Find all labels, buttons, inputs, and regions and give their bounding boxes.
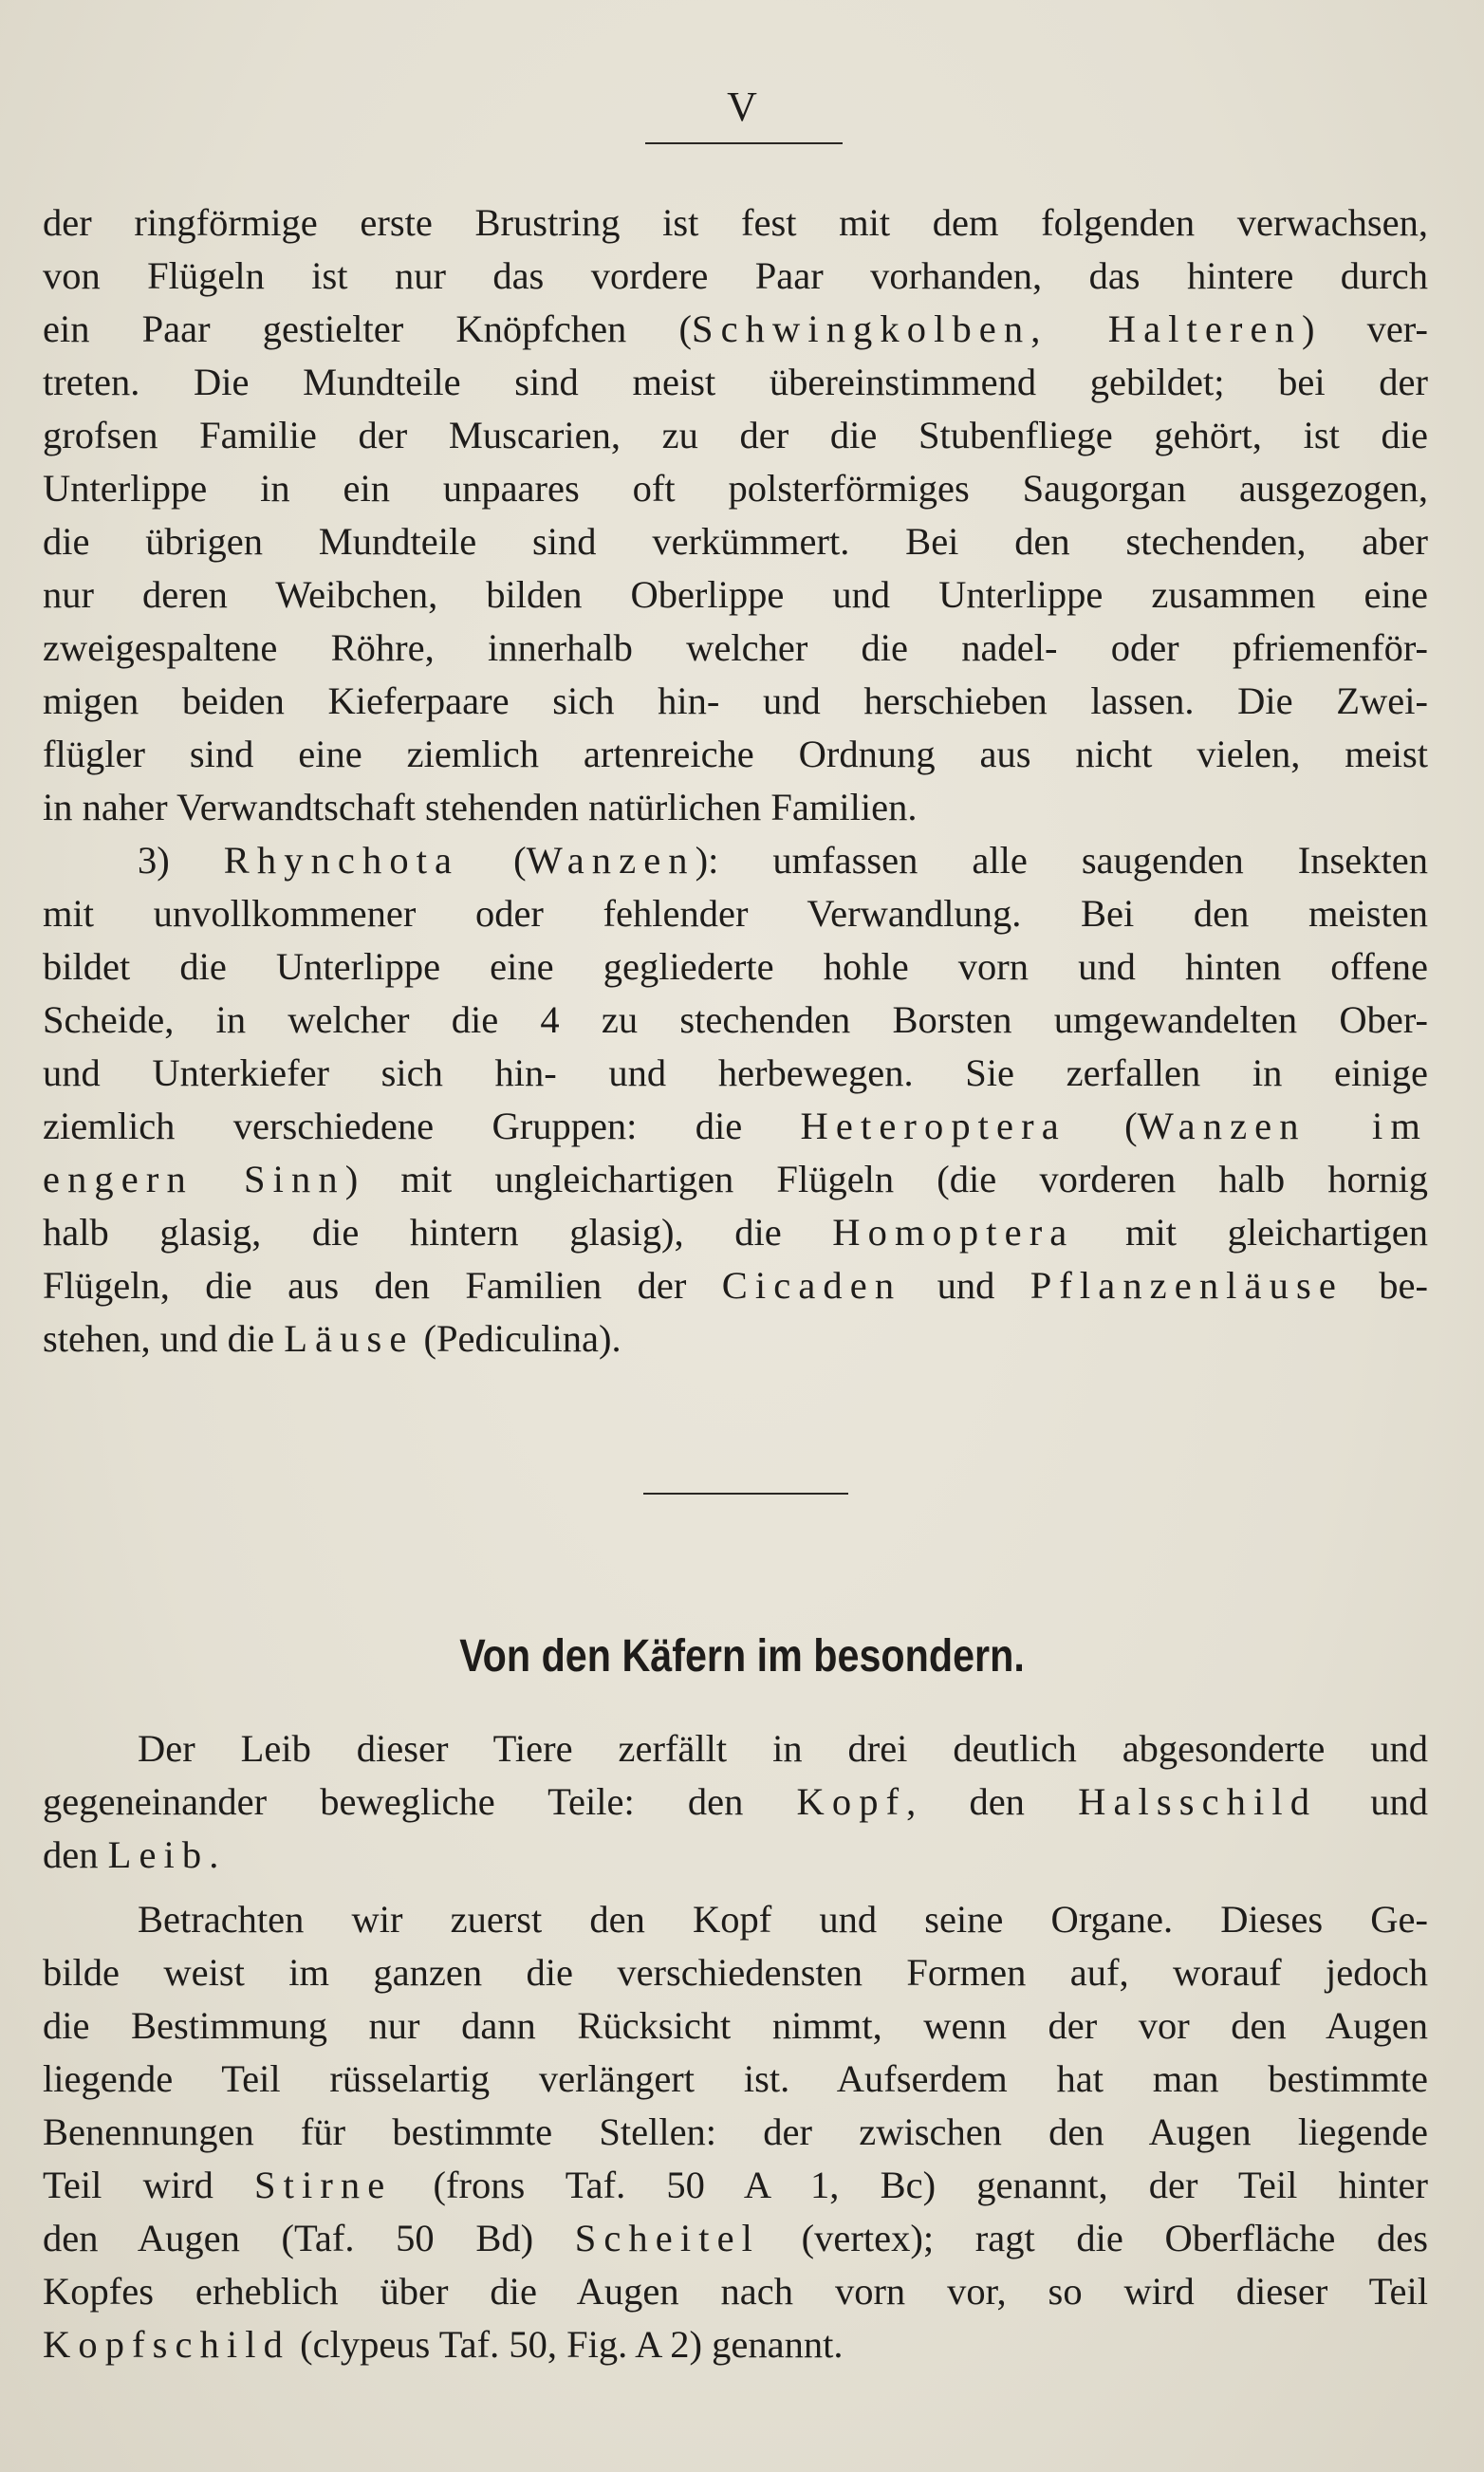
text-line: migen beiden Kieferpaare sich hin- und herschieben lassen. Die Zwei- (43, 679, 1428, 722)
text-run: ziemlich verschiedene Gruppen: die (43, 1105, 801, 1147)
text-line: bilde weist im ganzen die verschiedensten Formen auf, worauf jedoch (43, 1951, 1428, 1994)
text-line: mit unvollkommener oder fehlender Verwandlung. Bei den meisten (43, 892, 1428, 935)
spaced-term: Homoptera (832, 1211, 1075, 1254)
spaced-term: Stirne (254, 2164, 393, 2206)
text-run: (clypeus Taf. 50, Fig. A 2) genannt. (289, 2323, 844, 2366)
text-run: 3) (138, 839, 224, 882)
text-run: (Pediculina). (414, 1317, 621, 1360)
text-line: Der Leib dieser Tiere zerfällt in drei deutlich abgesonderte und (138, 1727, 1428, 1770)
text-line (43, 1259, 1428, 1312)
text-line: Scheide, in welcher die 4 zu stechenden Borsten umgewandelten Ober- (43, 998, 1428, 1041)
text-line: Unterlippe in ein unpaares oft polsterförmiges Saugorgan ausgezogen, (43, 467, 1428, 510)
text-line: liegende Teil rüsselartig verlängert ist. Aufserdem hat man bestimmte (43, 2057, 1428, 2100)
spaced-term: Läuse (284, 1317, 415, 1360)
text-run: und (901, 1264, 1030, 1307)
spaced-term: Rhynchota (223, 839, 460, 882)
spaced-term: Kopf (796, 1780, 907, 1823)
text-line (43, 1153, 1428, 1206)
spaced-term: engern Sinn (43, 1158, 345, 1200)
text-line: der ringförmige erste Brustring ist fest mit dem folgenden verwachsen, (43, 201, 1428, 244)
text-run: ): umfassen alle saugenden Insekten (695, 839, 1428, 882)
text-run: gegeneinander bewegliche Teile: den (43, 1780, 797, 1823)
spaced-term: Schwingkolben, Halteren (691, 307, 1302, 350)
text-line: bildet die Unterlippe eine gegliederte hohle vorn und hinten offene (43, 945, 1428, 988)
text-run: (frons Taf. 50 A 1, Bc) genannt, der Teil hinter (392, 2164, 1428, 2206)
text-line: Kopfes erheblich über die Augen nach vorn vor, so wird dieser Teil (43, 2270, 1428, 2313)
text-line (43, 1775, 1428, 1829)
text-line: Benennungen für bestimmte Stellen: der zwischen den Augen liegende (43, 2110, 1428, 2153)
text-run: und (1317, 1780, 1429, 1823)
spaced-term: Wanzen im (1137, 1105, 1428, 1147)
text-run: den (43, 1833, 108, 1876)
text-run: mit gleichartigen (1074, 1211, 1428, 1254)
text-run: stehen, und die (43, 1317, 285, 1360)
text-line: in naher Verwandtschaft stehenden natürlichen Familien. (43, 786, 918, 828)
text-line: die übrigen Mundteile sind verkümmert. Bei den stechenden, aber (43, 520, 1428, 563)
spaced-term: Halsschild (1078, 1780, 1318, 1823)
spaced-term: Heteroptera (800, 1105, 1067, 1147)
text-line (43, 1312, 621, 1366)
text-line (43, 1206, 1428, 1259)
text-line (43, 1100, 1428, 1153)
page-number: V (727, 84, 757, 130)
text-line: zweigespaltene Röhre, innerhalb welcher die nadel- oder pfriemenför- (43, 626, 1428, 669)
text-run: ein Paar gestielter Knöpfchen ( (43, 307, 692, 350)
text-run: ( (1066, 1105, 1138, 1147)
text-run: ) mit ungleichartigen Flügeln (die vorderen halb hornig (344, 1158, 1428, 1200)
text-line (43, 303, 1428, 356)
section-heading: Von den Käfern im besondern. (459, 1631, 1025, 1682)
text-line (43, 2318, 843, 2371)
text-line: von Flügeln ist nur das vordere Paar vorhanden, das hintere durch (43, 254, 1428, 297)
text-line (138, 834, 1428, 887)
spaced-term: Pflanzenläuse (1030, 1264, 1344, 1307)
section-divider (643, 1493, 848, 1495)
text-line: grofsen Familie der Muscarien, zu der die Stubenfliege gehört, ist die (43, 414, 1428, 456)
text-run: ( (459, 839, 527, 882)
text-run: halb glasig, die hintern glasig), die (43, 1211, 833, 1254)
spaced-term: Scheitel (574, 2217, 760, 2259)
text-line: Betrachten wir zuerst den Kopf und seine Organe. Dieses Ge- (138, 1898, 1428, 1941)
text-run: Flügeln, die aus den Familien der (43, 1264, 722, 1307)
text-run: (vertex); ragt die Oberfläche des (760, 2217, 1428, 2259)
text-line: flügler sind eine ziemlich artenreiche Ordnung aus nicht vielen, meist (43, 733, 1428, 775)
text-line: und Unterkiefer sich hin- und herbewegen. Sie zerfallen in einige (43, 1051, 1428, 1094)
header-rule (645, 142, 843, 144)
spaced-term: Cicaden (721, 1264, 902, 1307)
spaced-term: Wanzen (526, 839, 696, 882)
text-run: ) ver- (1301, 307, 1428, 350)
spaced-term: Leib (107, 1833, 210, 1876)
text-line (43, 2212, 1428, 2265)
text-line (43, 1829, 218, 1882)
text-line: treten. Die Mundteile sind meist übereinstimmend gebildet; bei der (43, 361, 1428, 403)
text-run: . (209, 1833, 219, 1876)
text-line: die Bestimmung nur dann Rücksicht nimmt, wenn der vor den Augen (43, 2004, 1428, 2047)
text-run: Teil wird (43, 2164, 254, 2206)
text-run: be- (1343, 1264, 1428, 1307)
text-line (43, 2159, 1428, 2212)
text-run: den Augen (Taf. 50 Bd) (43, 2217, 575, 2259)
spaced-term: Kopfschild (43, 2323, 290, 2366)
text-run: , den (906, 1780, 1079, 1823)
text-line: nur deren Weibchen, bilden Oberlippe und Unterlippe zusammen eine (43, 573, 1428, 616)
